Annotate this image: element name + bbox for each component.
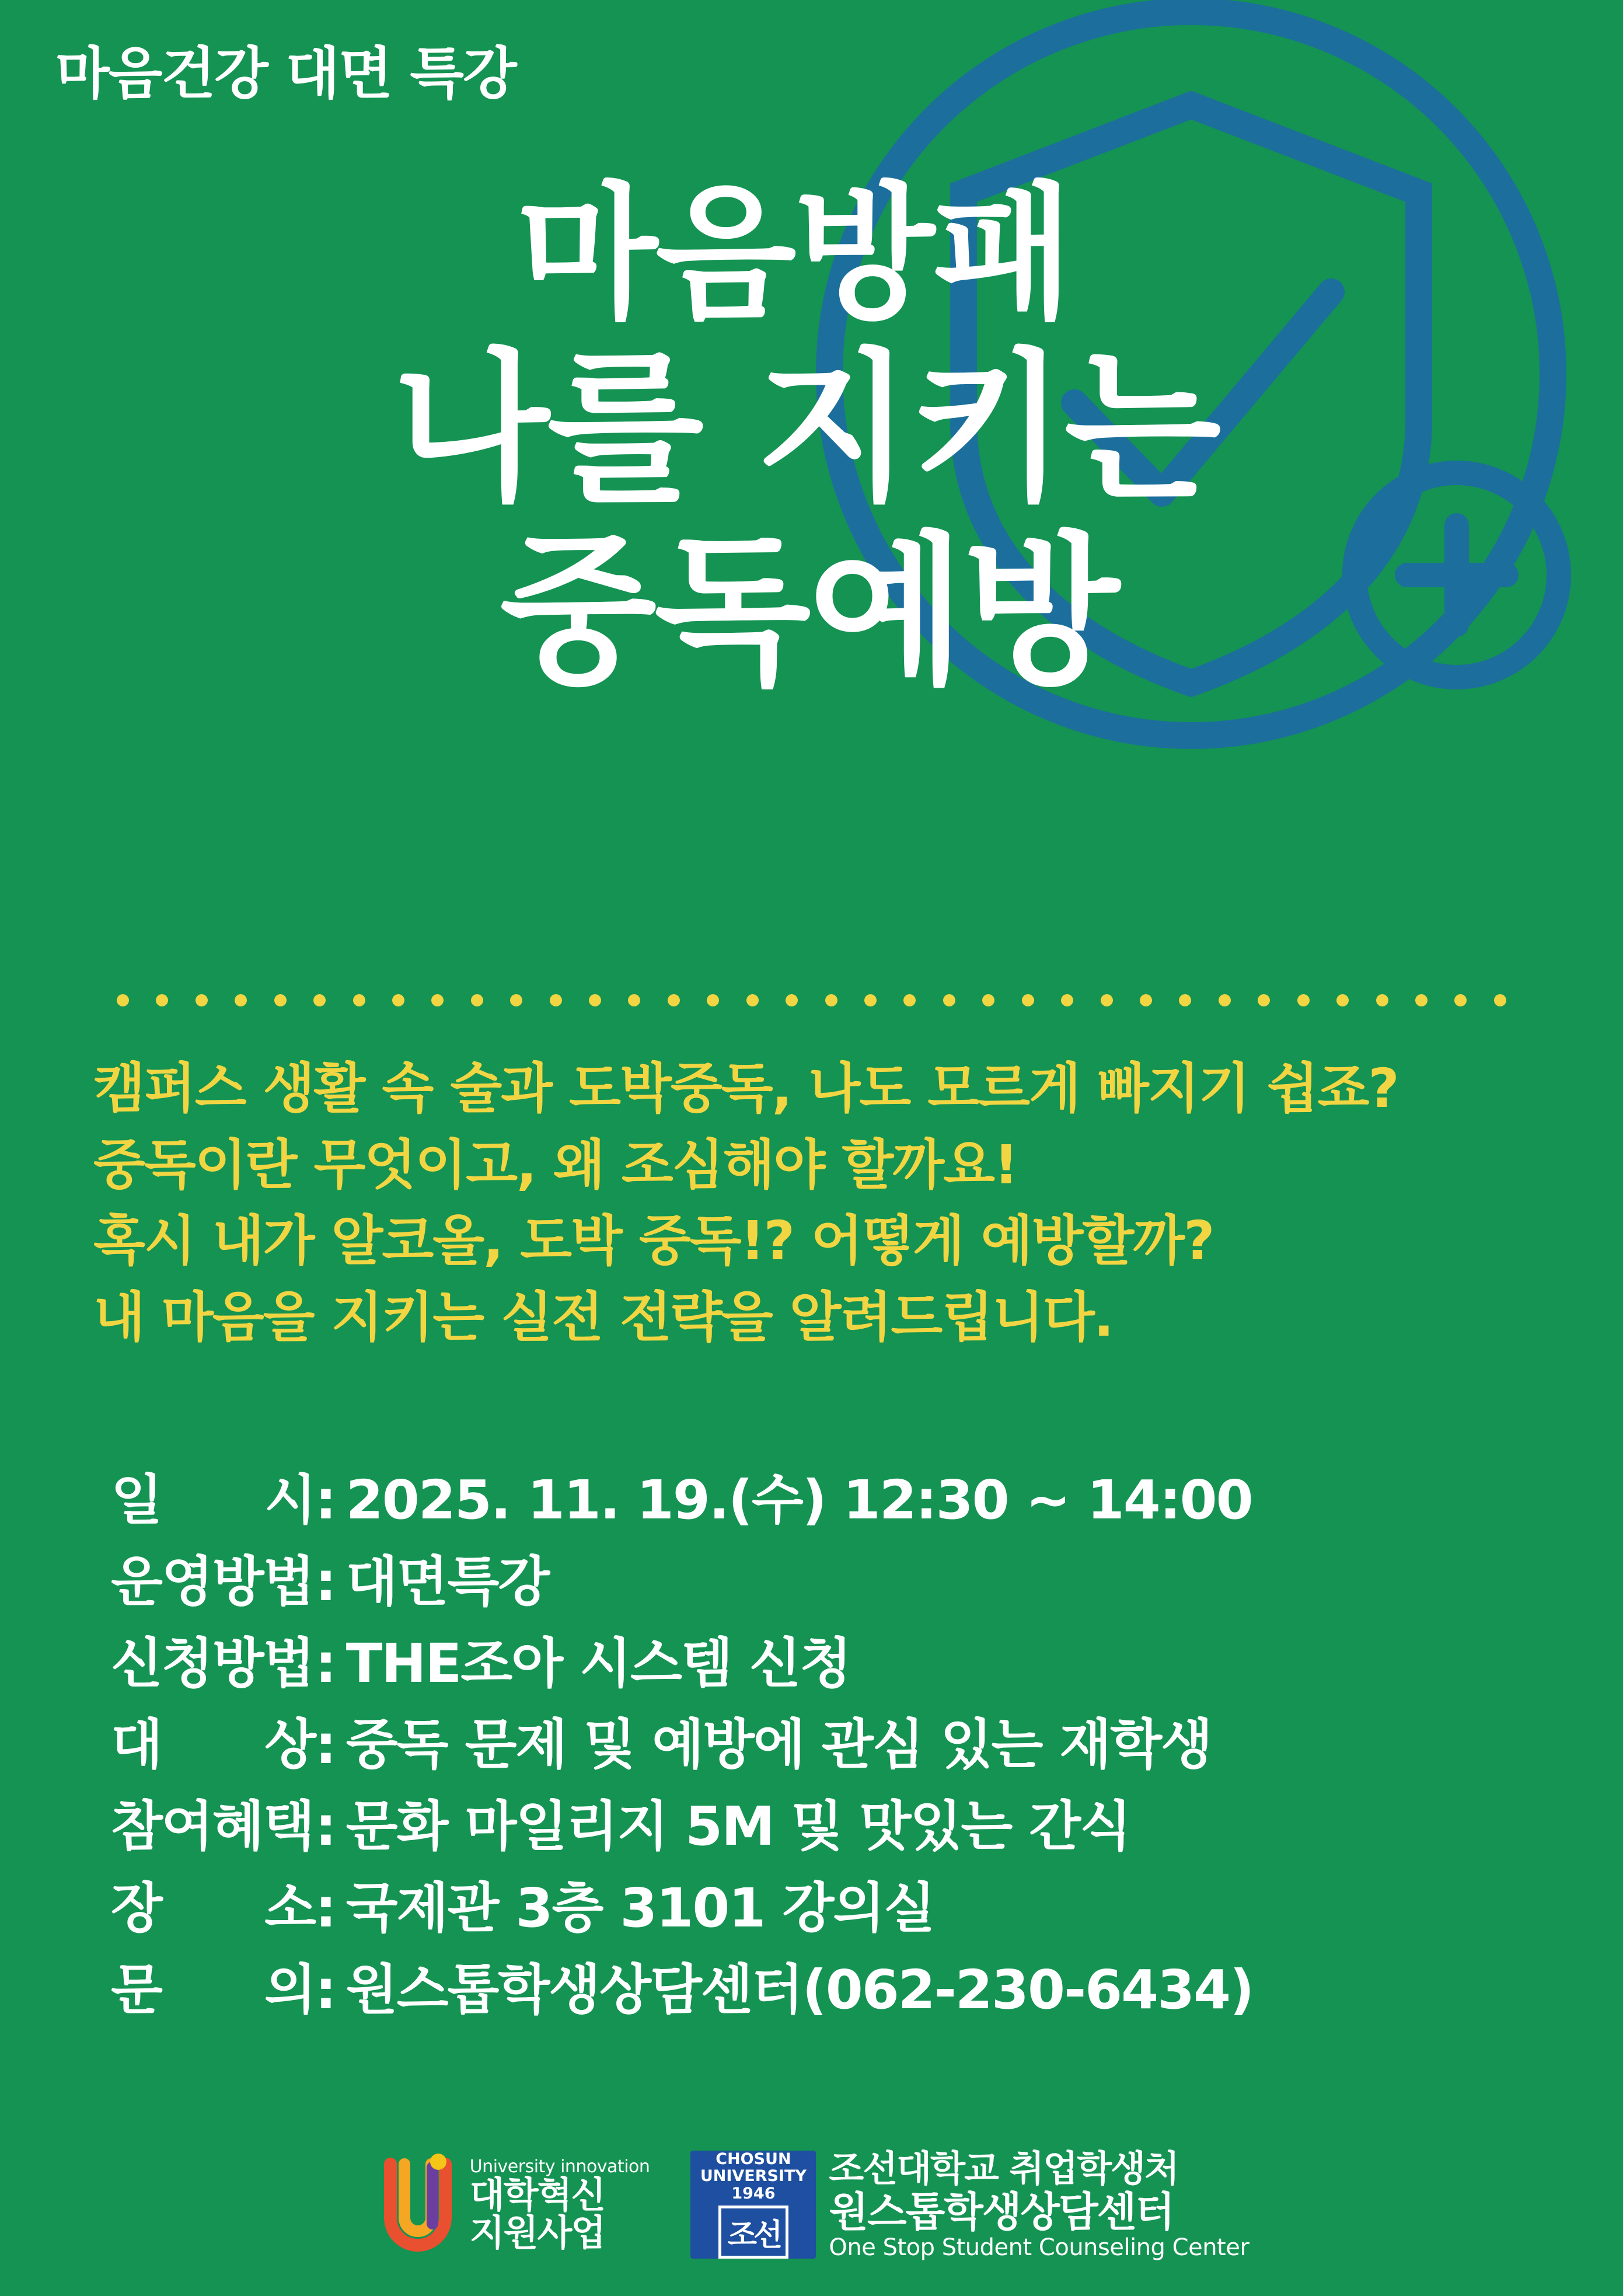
info-colon: : bbox=[315, 1632, 336, 1695]
chosun-line1: 조선대학교 취업학생처 bbox=[829, 2147, 1178, 2190]
divider-dot bbox=[1494, 994, 1506, 1006]
divider-dot bbox=[707, 994, 719, 1006]
title-line-1: 마음방패 bbox=[516, 169, 1071, 339]
divider-dot bbox=[746, 994, 759, 1006]
university-innovation-tagline: University innovation bbox=[469, 2156, 650, 2177]
divider-dot bbox=[196, 994, 208, 1006]
divider-dot bbox=[1061, 994, 1073, 1006]
info-row-contact bbox=[111, 1949, 1253, 2031]
divider-dot bbox=[1297, 994, 1310, 1006]
chosun-university-logo bbox=[690, 2148, 1249, 2261]
info-label-part-a: 운영방법 bbox=[111, 1550, 314, 1613]
chosun-emblem-year: 1946 bbox=[731, 2184, 776, 2203]
divider-dot bbox=[510, 994, 522, 1006]
info-label bbox=[111, 1623, 315, 1705]
chosun-emblem-icon bbox=[690, 2151, 816, 2259]
info-label-part-b: 의 bbox=[264, 1958, 315, 2021]
chosun-emblem-eng-line1: CHOSUN bbox=[715, 2150, 791, 2169]
divider-dot bbox=[353, 994, 365, 1006]
info-row-format bbox=[111, 1541, 1253, 1623]
poster-title bbox=[0, 169, 1623, 707]
info-label-part-a: 장 bbox=[111, 1877, 162, 1940]
divider-dot bbox=[825, 994, 837, 1006]
info-value: 국제관 3층 3101 강의실 bbox=[345, 1877, 935, 1940]
info-value: 문화 마일리지 5M 및 맛있는 간식 bbox=[345, 1795, 1130, 1858]
university-innovation-line1: 대학혁신 bbox=[469, 2173, 605, 2217]
divider-dot bbox=[982, 994, 994, 1006]
info-value: 원스톱학생상담센터(062-230-6434) bbox=[345, 1958, 1254, 2021]
info-label bbox=[111, 1459, 315, 1541]
info-label-part-b: 시 bbox=[264, 1469, 315, 1531]
divider-dot bbox=[903, 994, 916, 1006]
chosun-emblem-seal: 조선 bbox=[718, 2206, 788, 2259]
info-row-date bbox=[111, 1459, 1253, 1541]
divider-dot bbox=[471, 994, 483, 1006]
divider-dot bbox=[668, 994, 680, 1006]
divider-dot bbox=[589, 994, 601, 1006]
divider-dot bbox=[1101, 994, 1113, 1006]
info-colon: : bbox=[315, 1713, 336, 1776]
divider-dot bbox=[392, 994, 404, 1006]
info-value: 2025. 11. 19.(수) 12:30 ~ 14:00 bbox=[345, 1469, 1252, 1531]
divider-dot bbox=[1022, 994, 1034, 1006]
divider-dot bbox=[1415, 994, 1427, 1006]
divider-dot bbox=[1219, 994, 1231, 1006]
info-label bbox=[111, 1541, 315, 1623]
university-innovation-text bbox=[469, 2156, 650, 2255]
divider-dot bbox=[156, 994, 168, 1006]
info-colon: : bbox=[315, 1469, 336, 1531]
info-row-benefit bbox=[111, 1786, 1253, 1868]
divider-dot bbox=[1258, 994, 1270, 1006]
university-innovation-line2: 지원사업 bbox=[469, 2211, 605, 2255]
info-label-part-a: 일 bbox=[111, 1469, 162, 1531]
divider-dot bbox=[550, 994, 562, 1006]
info-label-part-a: 문 bbox=[111, 1958, 162, 2021]
chosun-line3: One Stop Student Counseling Center bbox=[829, 2234, 1249, 2262]
info-label bbox=[111, 1868, 315, 1949]
footer-logos bbox=[0, 2148, 1623, 2261]
divider-dot bbox=[313, 994, 326, 1006]
divider-dot bbox=[1454, 994, 1467, 1006]
info-row-place bbox=[111, 1868, 1253, 1949]
info-colon: : bbox=[315, 1877, 336, 1940]
dotted-divider bbox=[117, 992, 1506, 1008]
divider-dot bbox=[235, 994, 247, 1006]
description-line-2: 중독이란 무엇이고, 왜 조심해야 할까요! bbox=[93, 1133, 1017, 1196]
poster-description bbox=[93, 1051, 1398, 1356]
divider-dot bbox=[628, 994, 640, 1006]
chosun-line2: 원스톱학생상담센터 bbox=[829, 2187, 1174, 2236]
info-colon: : bbox=[315, 1795, 336, 1858]
divider-dot bbox=[1336, 994, 1349, 1006]
divider-dot bbox=[274, 994, 287, 1006]
info-label-part-a: 참여혜택 bbox=[111, 1795, 314, 1858]
divider-dot bbox=[1140, 994, 1152, 1006]
divider-dot bbox=[1376, 994, 1388, 1006]
title-line-3: 중독예방 bbox=[500, 517, 1118, 707]
divider-dot bbox=[1179, 994, 1191, 1006]
info-colon: : bbox=[315, 1550, 336, 1613]
info-row-target bbox=[111, 1704, 1253, 1786]
info-label-part-b: 소 bbox=[264, 1877, 315, 1940]
info-value: THE조아 시스템 신청 bbox=[345, 1632, 851, 1695]
info-value: 중독 문제 및 예방에 관심 있는 재학생 bbox=[345, 1713, 1212, 1776]
university-innovation-logo bbox=[374, 2154, 650, 2256]
event-info-list bbox=[111, 1459, 1253, 2031]
divider-dot bbox=[864, 994, 877, 1006]
chosun-emblem-eng-line2: UNIVERSITY bbox=[700, 2167, 807, 2186]
description-line-4: 내 마음을 지키는 실전 전략을 알려드립니다. bbox=[93, 1285, 1113, 1349]
chosun-logo-text bbox=[829, 2148, 1249, 2261]
title-line-2: 나를 지키는 bbox=[392, 334, 1219, 523]
info-value: 대면특강 bbox=[345, 1550, 549, 1613]
divider-dot bbox=[431, 994, 444, 1006]
info-label-part-a: 대 bbox=[111, 1713, 162, 1776]
info-label bbox=[111, 1949, 315, 2031]
info-label-part-a: 신청방법 bbox=[111, 1632, 314, 1695]
info-label-part-b: 상 bbox=[264, 1713, 315, 1776]
info-row-apply bbox=[111, 1623, 1253, 1705]
info-colon: : bbox=[315, 1958, 336, 2021]
info-label bbox=[111, 1786, 315, 1868]
divider-dot bbox=[786, 994, 798, 1006]
poster-kicker: 마음건강 대면 특강 bbox=[55, 41, 516, 106]
description-line-3: 혹시 내가 알코올, 도박 중독!? 어떻게 예방할까? bbox=[93, 1210, 1214, 1273]
description-line-1: 캠퍼스 생활 속 술과 도박중독, 나도 모르게 빠지기 쉽죠? bbox=[93, 1057, 1398, 1120]
university-innovation-mark-icon bbox=[374, 2154, 462, 2256]
info-label bbox=[111, 1704, 315, 1786]
divider-dot bbox=[943, 994, 955, 1006]
divider-dot bbox=[117, 994, 129, 1006]
